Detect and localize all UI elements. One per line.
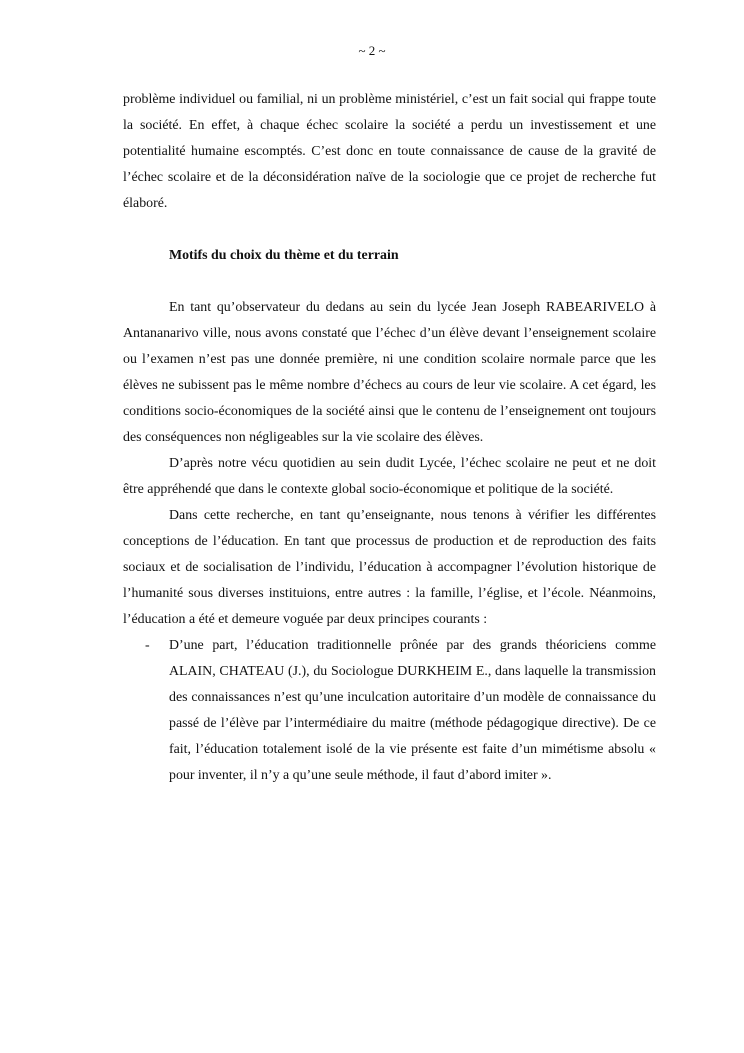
paragraph-intro: problème individuel ou familial, ni un problème ministériel, c’est un fait social qui frappe toute la société. En effet, à chaque échec scolaire la société a perdu un investissement et une potentialité humaine escomptés. C’est donc en toute connaissance de cause de la gravité de l’échec scolaire et de la déconsidération naïve de la sociologie que ce projet de recherche fut élaboré. bbox=[123, 92, 656, 211]
list-bullet: - bbox=[145, 638, 150, 653]
paragraph-context: D’après notre vécu quotidien au sein dudit Lycée, l’échec scolaire ne peut et ne doit être appréhendé que dans le contexte global socio-économique et politique de la société. bbox=[123, 456, 656, 497]
principles-list bbox=[123, 633, 656, 789]
list-item-text: D’une part, l’éducation traditionnelle prônée par des grands théoriciens comme ALAIN, CHATEAU (J.), du Sociologue DURKHEIM E., dans laquelle la transmission des connaissances n’est qu’une inculcation autoritaire d’un modèle de connaissance du passé de l’élève par l’intermédiaire du maitre (méthode pédagogique directive). De ce fait, l’éducation totalement isolé de la vie présente est faite d’un mimétisme absolu « pour inventer, il n’y a qu’une seule méthode, il faut d’abord imiter ». bbox=[169, 638, 656, 783]
list-item bbox=[123, 633, 656, 789]
section-heading: Motifs du choix du thème et du terrain bbox=[169, 248, 399, 263]
document-body bbox=[123, 87, 656, 789]
paragraph-observation: En tant qu’observateur du dedans au sein du lycée Jean Joseph RABEARIVELO à Antananarivo ville, nous avons constaté que l’échec d’un élève devant l’enseignement scolaire ou l’examen n’est pas une donnée première, ni une condition scolaire normale parce que les élèves ne subissent pas le même nombre d’échecs au cours de leur vie scolaire. A cet égard, les conditions socio-économiques de la société ainsi que le contenu de l’enseignement ont toujours des conséquences non négligeables sur la vie scolaire des élèves. bbox=[123, 300, 656, 445]
paragraph-research: Dans cette recherche, en tant qu’enseignante, nous tenons à vérifier les différentes conceptions de l’éducation. En tant que processus de production et de reproduction des faits sociaux et de socialisation de l’individu, l’éducation à accompagner l’évolution historique de l’humanité sous diverses instituions, entre autres : la famille, l’église, et l’école. Néanmoins, l’éducation a été et demeure voguée par deux principes courants : bbox=[123, 508, 656, 627]
page-number: ~ 2 ~ bbox=[358, 43, 386, 58]
